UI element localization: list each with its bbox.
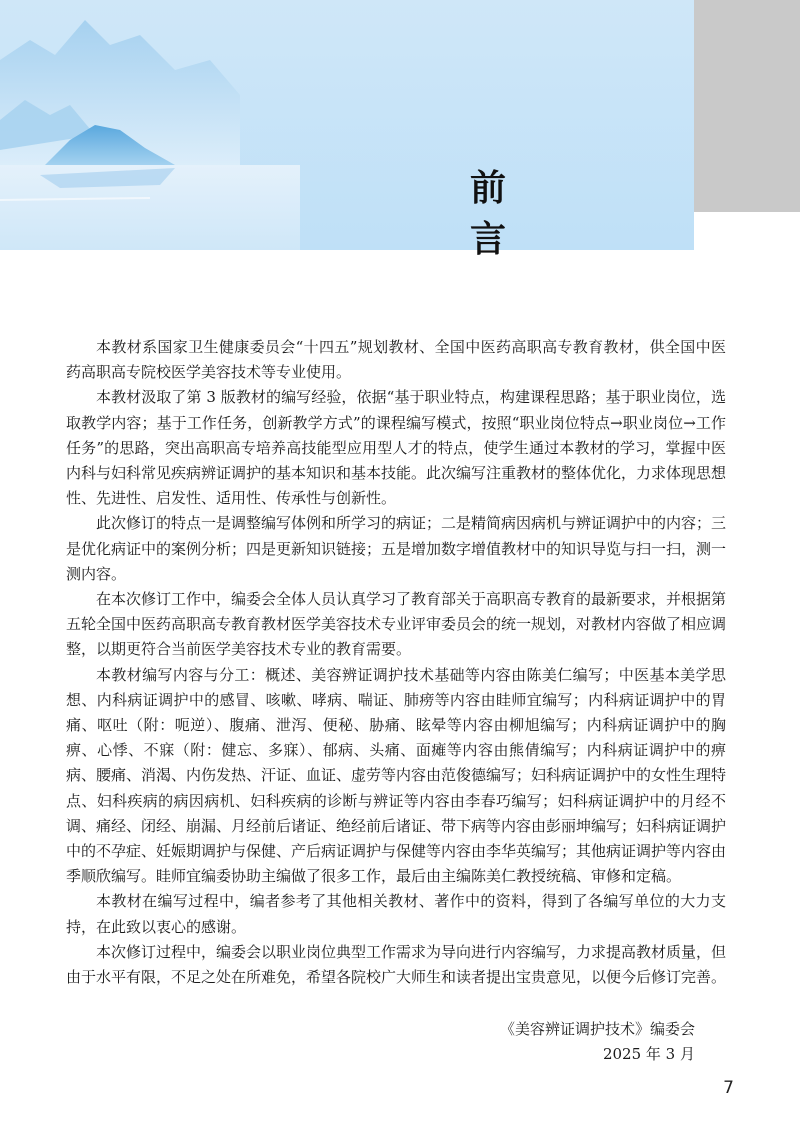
- chapter-tab: [694, 0, 800, 212]
- mountain-landscape-illustration: [0, 0, 300, 250]
- signature-date: 2025 年 3 月: [602, 1045, 695, 1063]
- signature-block: [500, 1017, 695, 1067]
- paragraph: 此次修订的特点一是调整编写体例和所学习的病证；二是精简病因病机与辨证调护中的内容；三是优化病证中的案例分析；四是更新知识链接；五是增加数字增值教材中的知识导览与扫一扫，测一测内容。: [66, 514, 727, 583]
- signature-committee: 《美容辨证调护技术》编委会: [499, 1020, 695, 1038]
- paragraph: 本教材系国家卫生健康委员会“十四五”规划教材、全国中医药高职高专教育教材，供全国中医药高职高专院校医学美容技术等专业使用。: [66, 338, 726, 382]
- page-title: 前 言: [470, 167, 579, 260]
- paragraph: 本教材汲取了第 3 版教材的编写经验，依据“基于职业特点，构建课程思路；基于职业岗位，选取教学内容；基于工作任务，创新教学方式”的课程编写模式，按照“职业岗位特点→职业岗位→工作任务”的思路，突出高职高专培养高技能型应用型人才的特点，使学生通过本教材的学习，掌握中医内科与妇科常见疾病辨证调护的基本知识和基本技能。此次编写注重教材的整体优化，力求体现思想性、先进性、启发性、适用性、传承性与创新性。: [66, 388, 727, 508]
- paragraph: 本教材编写内容与分工：概述、美容辨证调护技术基础等内容由陈美仁编写；中医基本美学思想、内科病证调护中的感冒、咳嗽、哮病、喘证、肺痨等内容由眭师宜编写；内科病证调护中的胃痛、呕吐（附：呃逆）、腹痛、泄泻、便秘、胁痛、眩晕等内容由柳旭编写；内科病证调护中的胸痹、心悸、不寐（附：健忘、多寐）、郁病、头痛、面瘫等内容由熊倩编写；内科病证调护中的痹病、腰痛、消渴、内伤发热、汗证、血证、虚劳等内容由范俊德编写；妇科病证调护中的女性生理特点、妇科疾病的病因病机、妇科疾病的诊断与辨证等内容由李春巧编写；妇科病证调护中的月经不调、痛经、闭经、崩漏、月经前后诸证、绝经前后诸证、带下病等内容由彭丽坤编写；妇科病证调护中的不孕症、妊娠期调护与保健、产后病证调护与保健等内容由李华英编写；其他病证调护等内容由季顺欣编写。眭师宜编委协助主编做了很多工作，最后由主编陈美仁教授统稿、审修和定稿。: [66, 665, 727, 886]
- paragraph: 在本次修订工作中，编委会全体人员认真学习了教育部关于高职高专教育的最新要求，并根据第五轮全国中医药高职高专教育教材医学美容技术专业评审委员会的统一规划，对教材内容做了相应调整，以期更符合当前医学美容技术专业的教育需要。: [66, 590, 727, 659]
- preface-body: [66, 335, 726, 990]
- paragraph: 本教材在编写过程中，编者参考了其他相关教材、著作中的资料，得到了各编写单位的大力支持，在此致以衷心的感谢。: [66, 892, 726, 936]
- page-number: 7: [723, 1078, 734, 1098]
- paragraph: 本次修订过程中，编委会以职业岗位典型工作需求为导向进行内容编写，力求提高教材质量，但由于水平有限，不足之处在所难免，希望各院校广大师生和读者提出宝贵意见，以便今后修订完善。: [66, 942, 727, 987]
